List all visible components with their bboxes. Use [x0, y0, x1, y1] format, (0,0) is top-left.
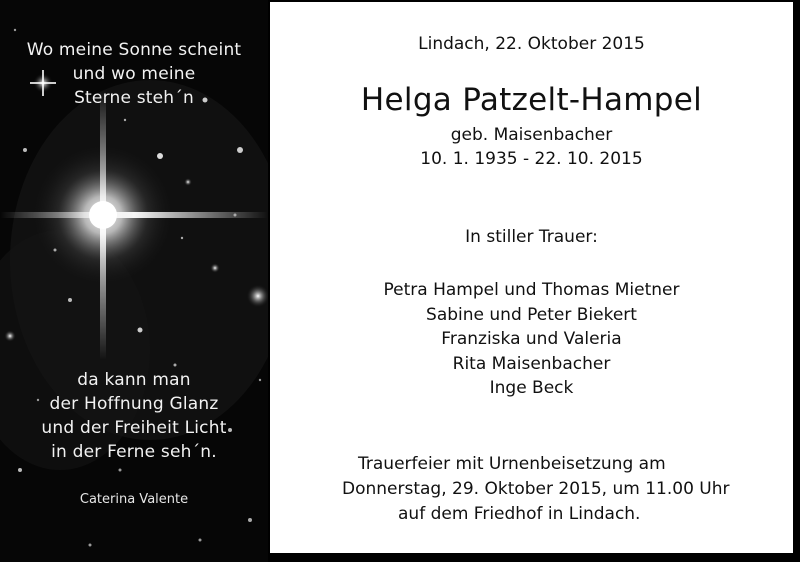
deceased-name: Helga Patzelt-Hampel — [360, 82, 703, 118]
mourners-list — [270, 278, 793, 401]
list-item: Sabine und Peter Biekert — [426, 304, 637, 325]
poem-author: Caterina Valente — [79, 492, 189, 507]
poem-bottom — [0, 368, 268, 464]
poem-line: und wo meine — [72, 64, 196, 84]
obituary-card — [268, 0, 795, 555]
service-line: Trauerfeier mit Urnenbeisetzung am — [358, 454, 666, 474]
poem-line: in der Ferne seh´n. — [51, 442, 217, 462]
poem-line: da kann man — [77, 370, 191, 390]
service-line: auf dem Friedhof in Lindach. — [398, 504, 641, 524]
life-dates: 10. 1. 1935 - 22. 10. 2015 — [420, 149, 643, 169]
poem-line: der Hoffnung Glanz — [49, 394, 219, 414]
maiden-name: geb. Maisenbacher — [450, 125, 613, 145]
poem-line: und der Freiheit Licht — [41, 418, 227, 438]
poem-line: Wo meine Sonne scheint — [26, 40, 242, 60]
list-item: Franziska und Valeria — [441, 329, 622, 349]
place-date: Lindach, 22. Oktober 2015 — [418, 34, 645, 54]
star-field-panel — [0, 0, 268, 562]
service-line: Donnerstag, 29. Oktober 2015, um 11.00 Uhr — [342, 479, 730, 499]
list-item: Rita Maisenbacher — [452, 353, 611, 374]
poem-line: Sterne steh´n — [74, 88, 194, 108]
mourning-heading: In stiller Trauer: — [465, 227, 598, 247]
list-item: Petra Hampel und Thomas Mietner — [383, 280, 680, 300]
list-item: Inge Beck — [489, 378, 574, 398]
poem-top — [0, 38, 268, 110]
